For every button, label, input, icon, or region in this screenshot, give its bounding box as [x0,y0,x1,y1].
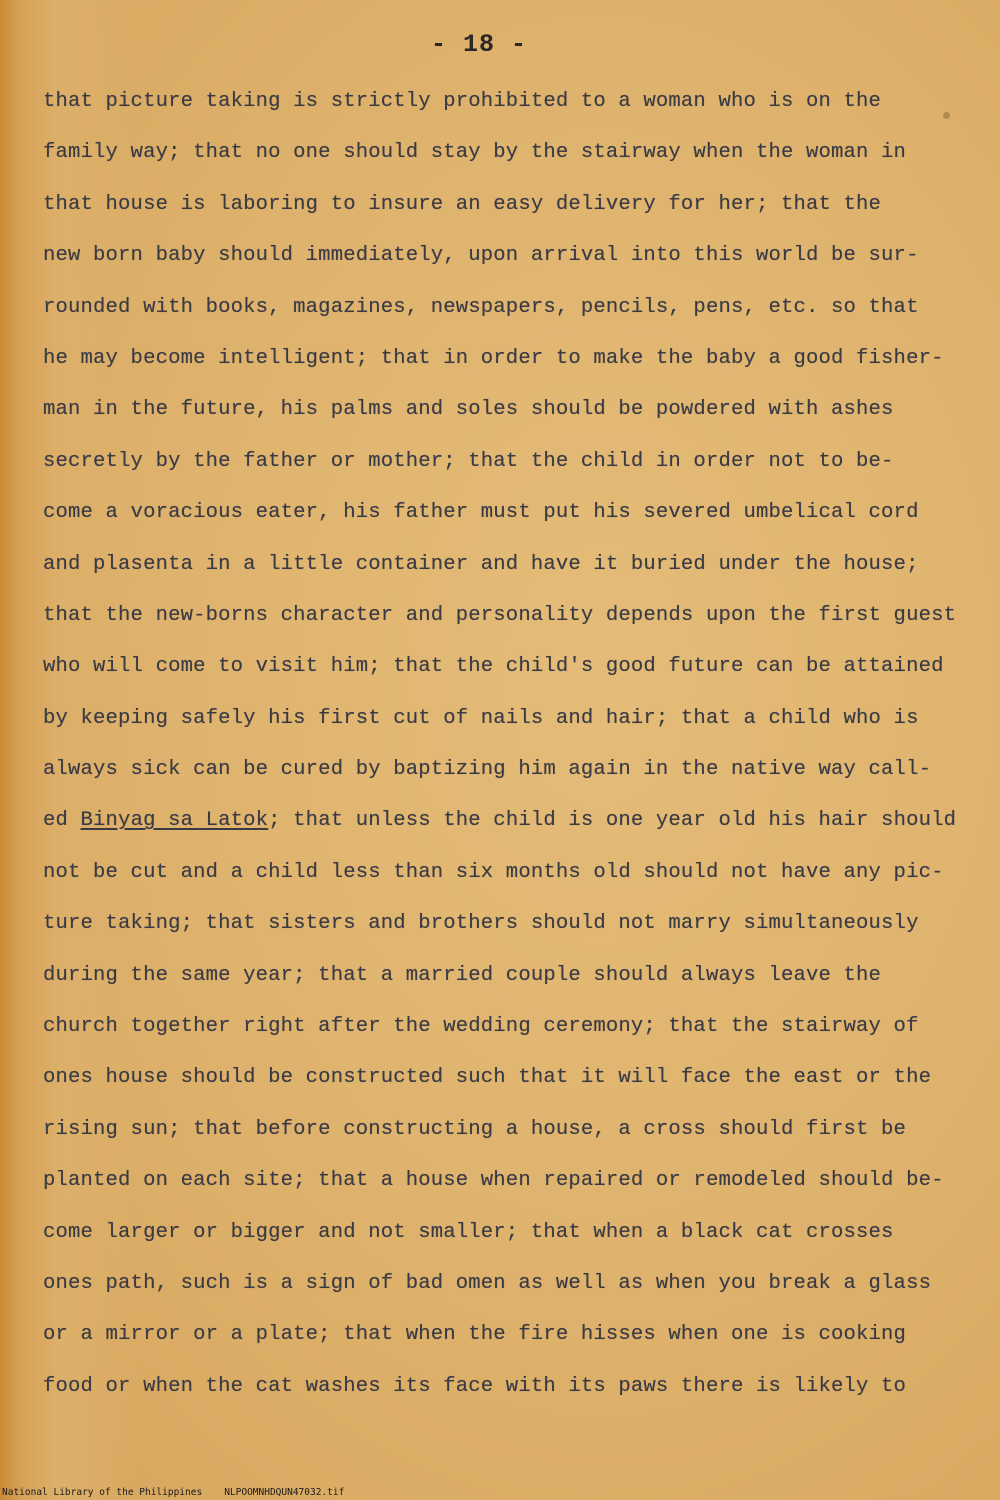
text-line: that house is laboring to insure an easy delivery for her; that the [43,192,882,216]
text-line-with-underline [43,795,973,846]
scan-footer [2,1487,344,1498]
text-line: man in the future, his palms and soles should be powdered with ashes [43,398,894,422]
text-line: new born baby should immediately, upon arrival into this world be sur- [43,244,919,268]
native-term-underlined: Binyag sa Latok [80,809,269,833]
text-line: who will come to visit him; that the child's good future can be attained [43,655,944,679]
text-line: ones path, such is a sign of bad omen as well as when you break a glass [43,1271,932,1295]
text-line: come a voracious eater, his father must put his severed umbelical cord [43,501,919,525]
text-line: during the same year; that a married couple should always leave the [43,963,882,987]
text-line: not be cut and a child less than six months old should not have any pic- [43,860,944,884]
page-number: - 18 - [430,30,527,59]
text-line: rounded with books, magazines, newspapers, pencils, pens, etc. so that [43,295,919,319]
text-line: he may become intelligent; that in order to make the baby a good fisher- [43,346,944,370]
text-line: family way; that no one should stay by the stairway when the woman in [43,141,907,165]
text-line: and plasenta in a little container and have it buried under the house; [43,552,919,576]
text-line: secretly by the father or mother; that the child in order not to be- [43,449,894,473]
body-text [43,76,973,1412]
text-line: that picture taking is strictly prohibited to a woman who is on the [43,90,882,113]
text-line: planted on each site; that a house when repaired or remodeled should be- [43,1169,944,1193]
text-line: church together right after the wedding ceremony; that the stairway of [43,1015,919,1039]
line-suffix: ; that unless the child is one year old his hair should [268,809,957,833]
text-line: by keeping safely his first cut of nails and hair; that a child who is [43,706,919,730]
text-line: or a mirror or a plate; that when the fire hisses when one is cooking [43,1323,907,1347]
text-line: food or when the cat washes its face with its paws there is likely to [43,1374,907,1398]
footer-filename: NLPOOMNHDQUN47032.tif [224,1487,345,1498]
text-line: that the new-borns character and personality depends upon the first guest [43,603,957,627]
text-line: always sick can be cured by baptizing him again in the native way call- [43,758,932,782]
text-line: ture taking; that sisters and brothers should not marry simultaneously [43,912,919,936]
text-line: ones house should be constructed such that it will face the east or the [43,1066,932,1090]
line-prefix: ed [43,809,81,833]
text-line: rising sun; that before constructing a house, a cross should first be [43,1117,907,1141]
text-line: come larger or bigger and not smaller; that when a black cat crosses [43,1220,894,1244]
footer-source: National Library of the Philippines [2,1487,203,1498]
